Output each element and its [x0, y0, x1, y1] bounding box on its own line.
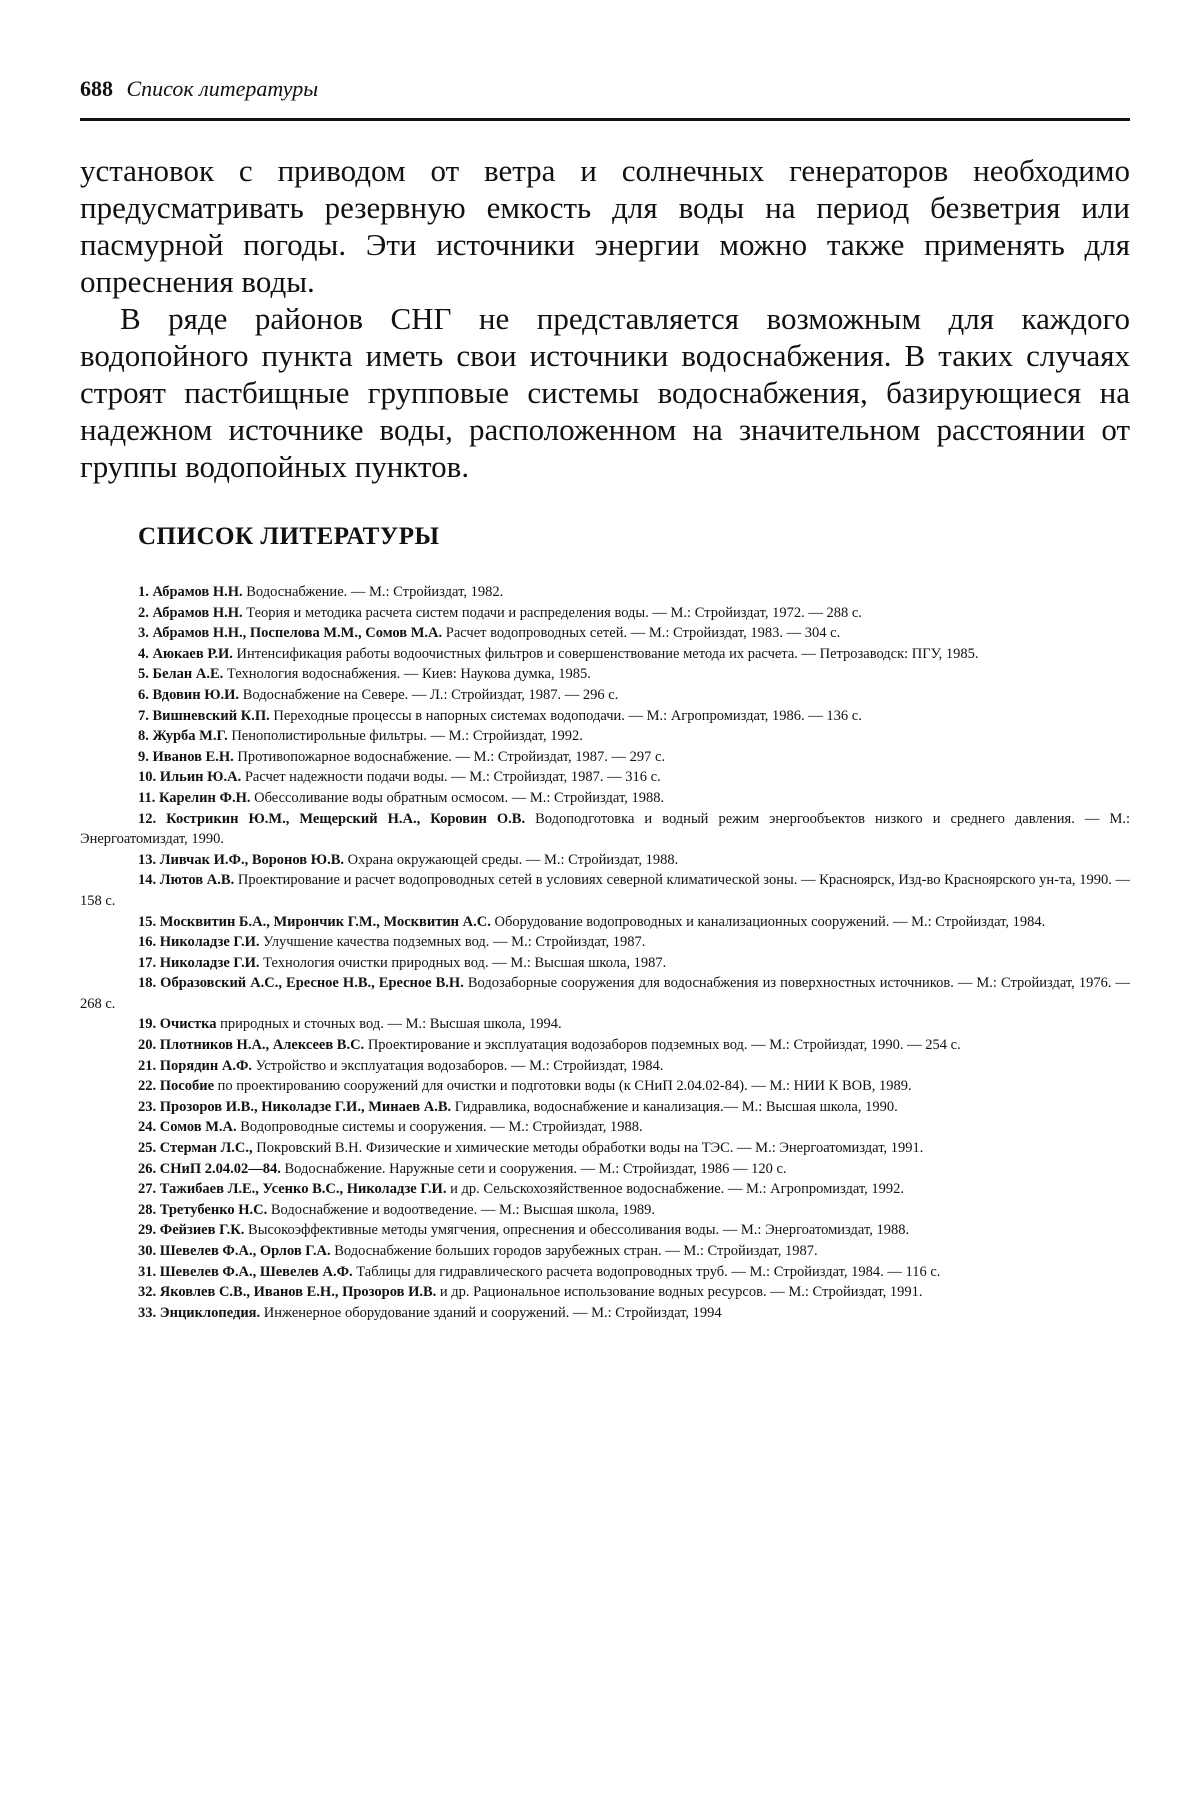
reference-item: [80, 912, 1130, 933]
reference-author: Сомов М.А.: [159, 1119, 237, 1136]
reference-text: Оборудование водопроводных и канализационных сооружений. — М.: Стройиздат, 1984.: [494, 913, 1046, 930]
reference-author: Шевелев Ф.А., Шевелев А.Ф.: [159, 1263, 353, 1280]
reference-item: [80, 644, 1130, 665]
reference-number: 16.: [138, 934, 157, 951]
reference-item: [80, 1138, 1130, 1159]
reference-item: [80, 870, 1130, 911]
reference-item: [80, 1097, 1130, 1118]
reference-number: 11.: [138, 789, 156, 806]
reference-number: 10.: [138, 769, 157, 786]
reference-item: [80, 1014, 1130, 1035]
reference-author: Лютов А.В.: [159, 872, 235, 889]
reference-number: 18.: [138, 975, 157, 992]
reference-author: Журба М.Г.: [152, 728, 228, 745]
reference-text: Водоснабжение на Севере. — Л.: Стройиздат, 1987. — 296 с.: [242, 686, 619, 703]
reference-author: Энциклопедия.: [159, 1304, 261, 1321]
reference-number: 29.: [138, 1222, 157, 1239]
page-header: [80, 74, 1130, 104]
reference-item: [80, 1179, 1130, 1200]
reference-number: 28.: [138, 1201, 157, 1218]
reference-text: Водоснабжение. — М.: Стройиздат, 1982.: [246, 584, 504, 600]
reference-item: [80, 850, 1130, 871]
reference-item: [80, 767, 1130, 788]
reference-number: 24.: [138, 1119, 157, 1136]
reference-number: 25.: [138, 1140, 157, 1157]
paragraph: В ряде районов СНГ не представляется возможным для каждого водопойного пункта иметь свои источники водоснабжения. В таких случаях строят пастбищные групповые системы водоснабжения, базирующиеся на надежном источнике воды, расположенном на значительном расстоянии от группы водопойных пунктов.: [80, 301, 1130, 484]
reference-number: 30.: [138, 1243, 157, 1259]
reference-item: [80, 1056, 1130, 1077]
reference-author: Яковлев С.В., Иванов Е.Н., Прозоров И.В.: [159, 1284, 437, 1301]
reference-author: Очистка: [159, 1016, 217, 1033]
reference-author: Николадзе Г.И.: [159, 954, 260, 971]
reference-author: Ливчак И.Ф., Воронов Ю.В.: [159, 851, 345, 868]
reference-text: Пенополистирольные фильтры. — М.: Стройиздат, 1992.: [231, 728, 583, 745]
reference-item: [80, 1159, 1130, 1180]
reference-text: Технология водоснабжения. — Киев: Наукова думка, 1985.: [226, 666, 591, 683]
reference-item: [80, 664, 1130, 685]
reference-number: 20.: [138, 1037, 157, 1054]
reference-item: [80, 1117, 1130, 1138]
reference-text: и др. Сельскохозяйственное водоснабжение. — М.: Агропромиздат, 1992.: [450, 1181, 905, 1198]
reference-item: [80, 1035, 1130, 1056]
reference-text: Водоснабжение и водоотведение. — М.: Высшая школа, 1989.: [270, 1201, 655, 1218]
reference-number: 7.: [138, 707, 149, 724]
reference-number: 23.: [138, 1098, 157, 1115]
reference-text: Водоснабжение больших городов зарубежных стран. — М.: Стройиздат, 1987.: [334, 1243, 818, 1259]
reference-number: 17.: [138, 954, 157, 971]
reference-number: 6.: [138, 686, 149, 703]
reference-author: Аюкаев Р.И.: [152, 645, 233, 662]
reference-text: Охрана окружающей среды. — М.: Стройиздат, 1988.: [347, 851, 679, 868]
reference-number: 3.: [138, 625, 149, 642]
reference-list: [80, 582, 1130, 1323]
reference-item: [80, 582, 1130, 603]
reference-number: 15.: [138, 913, 157, 930]
reference-text: Интенсификация работы водоочистных фильтров и совершенствование метода их расчета. — Петрозаводск: ПГУ, 1985.: [236, 645, 979, 662]
reference-author: Абрамов Н.Н.: [152, 604, 243, 621]
reference-text: природных и сточных вод. — М.: Высшая школа, 1994.: [220, 1016, 562, 1033]
reference-text: Водопроводные системы и сооружения. — М.: Стройиздат, 1988.: [240, 1119, 643, 1136]
reference-text: Улучшение качества подземных вод. — М.: Стройиздат, 1987.: [263, 934, 646, 951]
reference-author: Иванов Е.Н.: [152, 748, 234, 765]
reference-number: 31.: [138, 1263, 157, 1280]
reference-author: Прозоров И.В., Николадзе Г.И., Минаев А.В.: [159, 1098, 452, 1115]
reference-item: [80, 623, 1130, 644]
reference-author: Порядин А.Ф.: [159, 1057, 253, 1074]
reference-item: [80, 809, 1130, 850]
reference-text: Противопожарное водоснабжение. — М.: Стройиздат, 1987. — 297 с.: [237, 748, 666, 765]
reference-text: Покровский В.Н. Физические и химические методы обработки воды на ТЭС. — М.: Энергоатомиздат, 1991.: [256, 1140, 924, 1157]
reference-text: Инженерное оборудование зданий и сооружений. — М.: Стройиздат, 1994: [263, 1304, 722, 1321]
reference-text: Технология очистки природных вод. — М.: Высшая школа, 1987.: [263, 954, 667, 971]
body-text: [80, 152, 1130, 485]
running-title: Список литературы: [126, 76, 319, 101]
reference-author: Абрамов Н.Н.: [152, 584, 243, 600]
reference-item: [80, 932, 1130, 953]
reference-text: Таблицы для гидравлического расчета водопроводных труб. — М.: Стройиздат, 1984. — 116 с.: [356, 1263, 941, 1280]
reference-number: 22.: [138, 1078, 157, 1095]
reference-text: Теория и методика расчета систем подачи и распределения воды. — М.: Стройиздат, 1972. — 288 с.: [246, 604, 862, 621]
reference-number: 14.: [138, 872, 157, 889]
reference-author: Стерман Л.С.,: [159, 1140, 253, 1157]
reference-number: 2.: [138, 604, 149, 621]
reference-author: Тажибаев Л.Е., Усенко В.С., Николадзе Г.И.: [159, 1181, 447, 1198]
reference-item: [80, 1200, 1130, 1221]
reference-number: 8.: [138, 728, 149, 745]
reference-item: [80, 788, 1130, 809]
reference-item: [80, 973, 1130, 1014]
reference-number: 1.: [138, 584, 149, 600]
reference-author: Николадзе Г.И.: [159, 934, 260, 951]
reference-number: 4.: [138, 645, 149, 662]
reference-text: Высокоэффективные методы умягчения, опреснения и обессоливания воды. — М.: Энергоатомиздат, 1988.: [248, 1222, 910, 1239]
section-title: СПИСОК ЛИТЕРАТУРЫ: [138, 523, 440, 550]
reference-author: Шевелев Ф.А., Орлов Г.А.: [159, 1243, 331, 1259]
reference-item: [80, 706, 1130, 727]
reference-author: Пособие: [159, 1078, 215, 1095]
reference-number: 5.: [138, 666, 149, 683]
reference-text: Проектирование и расчет водопроводных сетей в условиях северной климатической зоны. — Красноярск, Изд-во Красноярского ун-та, 1990. — 158 с.: [80, 872, 1130, 909]
page-number: 688: [80, 76, 113, 101]
reference-text: Расчет надежности подачи воды. — М.: Стройиздат, 1987. — 316 с.: [244, 769, 661, 786]
reference-author: Москвитин Б.А., Мирончик Г.М., Москвитин А.С.: [159, 913, 491, 930]
reference-item: [80, 1303, 1130, 1324]
reference-text: Проектирование и эксплуатация водозаборов подземных вод. — М.: Стройиздат, 1990. — 254 с.: [367, 1037, 961, 1054]
reference-author: Вишневский К.П.: [152, 707, 270, 724]
reference-author: Абрамов Н.Н., Поспелова М.М., Сомов М.А.: [152, 625, 443, 642]
reference-text: по проектированию сооружений для очистки и подготовки воды (к СНиП 2.04.02-84). — М.: НИИ К ВОВ, 1989.: [217, 1078, 912, 1095]
reference-item: [80, 1241, 1130, 1262]
reference-number: 27.: [138, 1181, 157, 1198]
reference-item: [80, 1262, 1130, 1283]
reference-item: [80, 747, 1130, 768]
reference-author: Ильин Ю.А.: [159, 769, 242, 786]
reference-text: Гидравлика, водоснабжение и канализация.— М.: Высшая школа, 1990.: [454, 1098, 898, 1115]
reference-number: 19.: [138, 1016, 157, 1033]
reference-author: Вдовин Ю.И.: [152, 686, 240, 703]
reference-text: Расчет водопроводных сетей. — М.: Стройиздат, 1983. — 304 с.: [445, 625, 841, 642]
reference-item: [80, 603, 1130, 624]
reference-number: 32.: [138, 1284, 157, 1301]
reference-item: [80, 1282, 1130, 1303]
reference-number: 13.: [138, 851, 157, 868]
reference-author: СНиП 2.04.02—84.: [159, 1160, 281, 1177]
reference-number: 12.: [138, 810, 157, 827]
reference-text: Обессоливание воды обратным осмосом. — М.: Стройиздат, 1988.: [254, 789, 665, 806]
reference-number: 21.: [138, 1057, 157, 1074]
header-rule: [80, 118, 1130, 121]
reference-text: и др. Рациональное использование водных ресурсов. — М.: Стройиздат, 1991.: [439, 1284, 923, 1301]
reference-item: [80, 1220, 1130, 1241]
reference-item: [80, 1076, 1130, 1097]
reference-author: Белан А.Е.: [152, 666, 224, 683]
reference-number: 26.: [138, 1160, 157, 1177]
reference-item: [80, 726, 1130, 747]
reference-item: [80, 953, 1130, 974]
reference-author: Фейзиев Г.К.: [159, 1222, 245, 1239]
reference-author: Карелин Ф.Н.: [158, 789, 251, 806]
reference-text: Переходные процессы в напорных системах водоподачи. — М.: Агропромиздат, 1986. — 136 с.: [273, 707, 862, 724]
reference-author: Третубенко Н.С.: [159, 1201, 268, 1218]
reference-author: Кострикин Ю.М., Мещерский Н.А., Коровин О.В.: [166, 810, 526, 827]
reference-text: Водоподготовка и водный режим энергообъектов низкого и среднего давления. — М.: Энергоатомиздат, 1990.: [80, 810, 1130, 848]
reference-author: Плотников Н.А., Алексеев В.С.: [159, 1037, 365, 1054]
reference-text: Устройство и эксплуатация водозаборов. — М.: Стройиздат, 1984.: [255, 1057, 664, 1074]
reference-item: [80, 685, 1130, 706]
paragraph: установок с приводом от ветра и солнечных генераторов необходимо предусматривать резервную емкость для воды на период безветрия или пасмурной погоды. Эти источники энергии можно также применять для опреснения воды.: [80, 153, 1130, 299]
reference-number: 9.: [138, 748, 149, 765]
reference-text: Водозаборные сооружения для водоснабжения из поверхностных источников. — М.: Стройиздат, 1976. — 268 с.: [80, 975, 1130, 1012]
reference-author: Образовский А.С., Ересное Н.В., Ересное В.Н.: [160, 975, 464, 992]
reference-number: 33.: [138, 1304, 157, 1321]
reference-text: Водоснабжение. Наружные сети и сооружения. — М.: Стройиздат, 1986 — 120 с.: [284, 1160, 787, 1177]
